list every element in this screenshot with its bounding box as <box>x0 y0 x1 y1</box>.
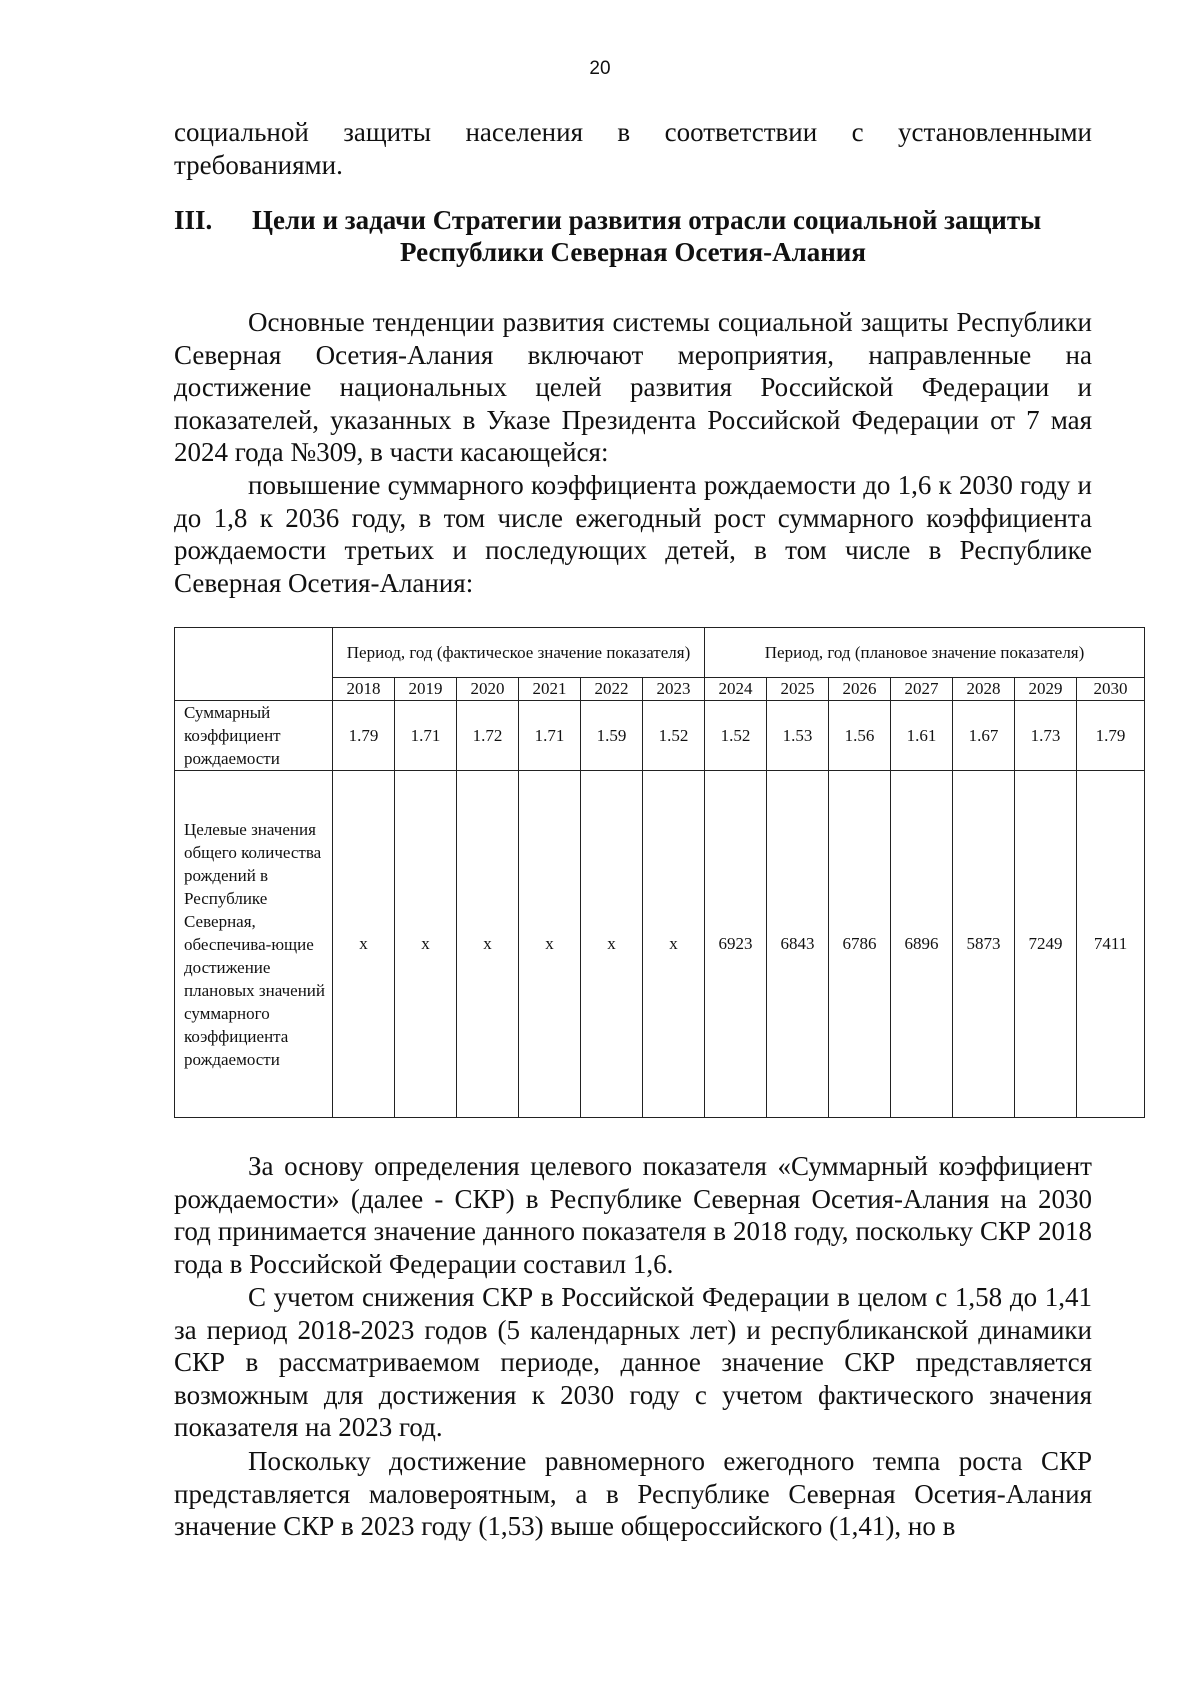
table-group-header-row <box>175 628 1145 678</box>
table-corner-cell <box>175 628 333 701</box>
paragraph-skr-basis: За основу определения целевого показателя «Суммарный коэффициент рождаемости» (далее - СКР) в Республике Северная Осетия-Алания на 2030 год принимается значение данного показателя в 2018 году, поскольку СКР 2018 года в Российской Федерации составил 1,6. <box>174 1151 1092 1279</box>
section-title-line2: Республики Северная Осетия-Алания <box>400 237 866 267</box>
year-header: 2024 <box>705 678 767 701</box>
year-header: 2021 <box>519 678 581 701</box>
table-cell: x <box>519 771 581 1118</box>
table-cell: 1.79 <box>333 701 395 771</box>
table-cell: 1.79 <box>1077 701 1145 771</box>
intro-paragraph: социальной защиты населения в соответствии с установленными требованиями. <box>174 117 1092 180</box>
table-cell: x <box>457 771 519 1118</box>
table-cell: x <box>333 771 395 1118</box>
table-cell: 6923 <box>705 771 767 1118</box>
table-cell: 7249 <box>1015 771 1077 1118</box>
table-cell: 1.71 <box>519 701 581 771</box>
section-number: III. <box>174 205 213 235</box>
page-number: 20 <box>589 58 611 79</box>
year-header: 2028 <box>953 678 1015 701</box>
table-cell: 1.61 <box>891 701 953 771</box>
row-label-target-births: Целевые значения общего количества рождений в Республике Северная, обеспечива-ющие достижение плановых значений суммарного коэффициента рождаемости <box>175 771 333 1118</box>
table-cell: 5873 <box>953 771 1015 1118</box>
year-header: 2023 <box>643 678 705 701</box>
section-title-line1: Цели и задачи Стратегии развития отрасли социальной защиты <box>252 205 1042 235</box>
year-header: 2026 <box>829 678 891 701</box>
table-cell: 7411 <box>1077 771 1145 1118</box>
year-header: 2025 <box>767 678 829 701</box>
section-heading <box>174 204 1092 268</box>
table-cell: 1.67 <box>953 701 1015 771</box>
table-cell: 1.56 <box>829 701 891 771</box>
table-cell: 6786 <box>829 771 891 1118</box>
year-header: 2020 <box>457 678 519 701</box>
table-cell: 6843 <box>767 771 829 1118</box>
table-cell: 1.53 <box>767 701 829 771</box>
table-cell: 6896 <box>891 771 953 1118</box>
table-cell: x <box>395 771 457 1118</box>
row-label-total-fertility-rate: Суммарный коэффициент рождаемости <box>175 701 333 771</box>
year-header: 2030 <box>1077 678 1145 701</box>
year-header: 2018 <box>333 678 395 701</box>
table-cell: 1.59 <box>581 701 643 771</box>
paragraph-trends: Основные тенденции развития системы социальной защиты Республики Северная Осетия-Алания включают мероприятия, направленные на достижение национальных целей развития Российской Федерации и показателей, указанных в Указе Президента Российской Федерации от 7 мая 2024 года №309, в части касающейся: <box>174 307 1092 467</box>
paragraph-birthrate-goal: повышение суммарного коэффициента рождаемости до 1,6 к 2030 году и до 1,8 к 2036 году, в том числе ежегодный рост суммарного коэффициента рождаемости третьих и последующих детей, в том числе в Республике Северная Осетия-Алания: <box>174 470 1092 598</box>
group-header-planned: Период, год (плановое значение показателя) <box>705 628 1145 678</box>
group-header-actual: Период, год (фактическое значение показателя) <box>333 628 705 678</box>
table-cell: 1.71 <box>395 701 457 771</box>
table-cell: 1.73 <box>1015 701 1077 771</box>
year-header: 2019 <box>395 678 457 701</box>
table-cell: x <box>581 771 643 1118</box>
paragraph-skr-decline: С учетом снижения СКР в Российской Федерации в целом с 1,58 до 1,41 за период 2018-2023 годов (5 календарных лет) и республиканской динамики СКР в рассматриваемом периоде, данное значение СКР представляется возможным для достижения к 2030 году с учетом фактического значения показателя на 2023 год. <box>174 1282 1092 1442</box>
table-row <box>175 771 1145 1118</box>
birthrate-table <box>174 627 1145 1118</box>
table-cell: 1.52 <box>705 701 767 771</box>
table-row <box>175 701 1145 771</box>
table-cell: 1.72 <box>457 701 519 771</box>
year-header: 2029 <box>1015 678 1077 701</box>
table-cell: x <box>643 771 705 1118</box>
year-header: 2022 <box>581 678 643 701</box>
paragraph-skr-growth: Поскольку достижение равномерного ежегодного темпа роста СКР представляется маловероятным, а в Республике Северная Осетия-Алания значение СКР в 2023 году (1,53) выше общероссийского (1,41), но в <box>174 1446 1092 1541</box>
table-cell: 1.52 <box>643 701 705 771</box>
year-header: 2027 <box>891 678 953 701</box>
